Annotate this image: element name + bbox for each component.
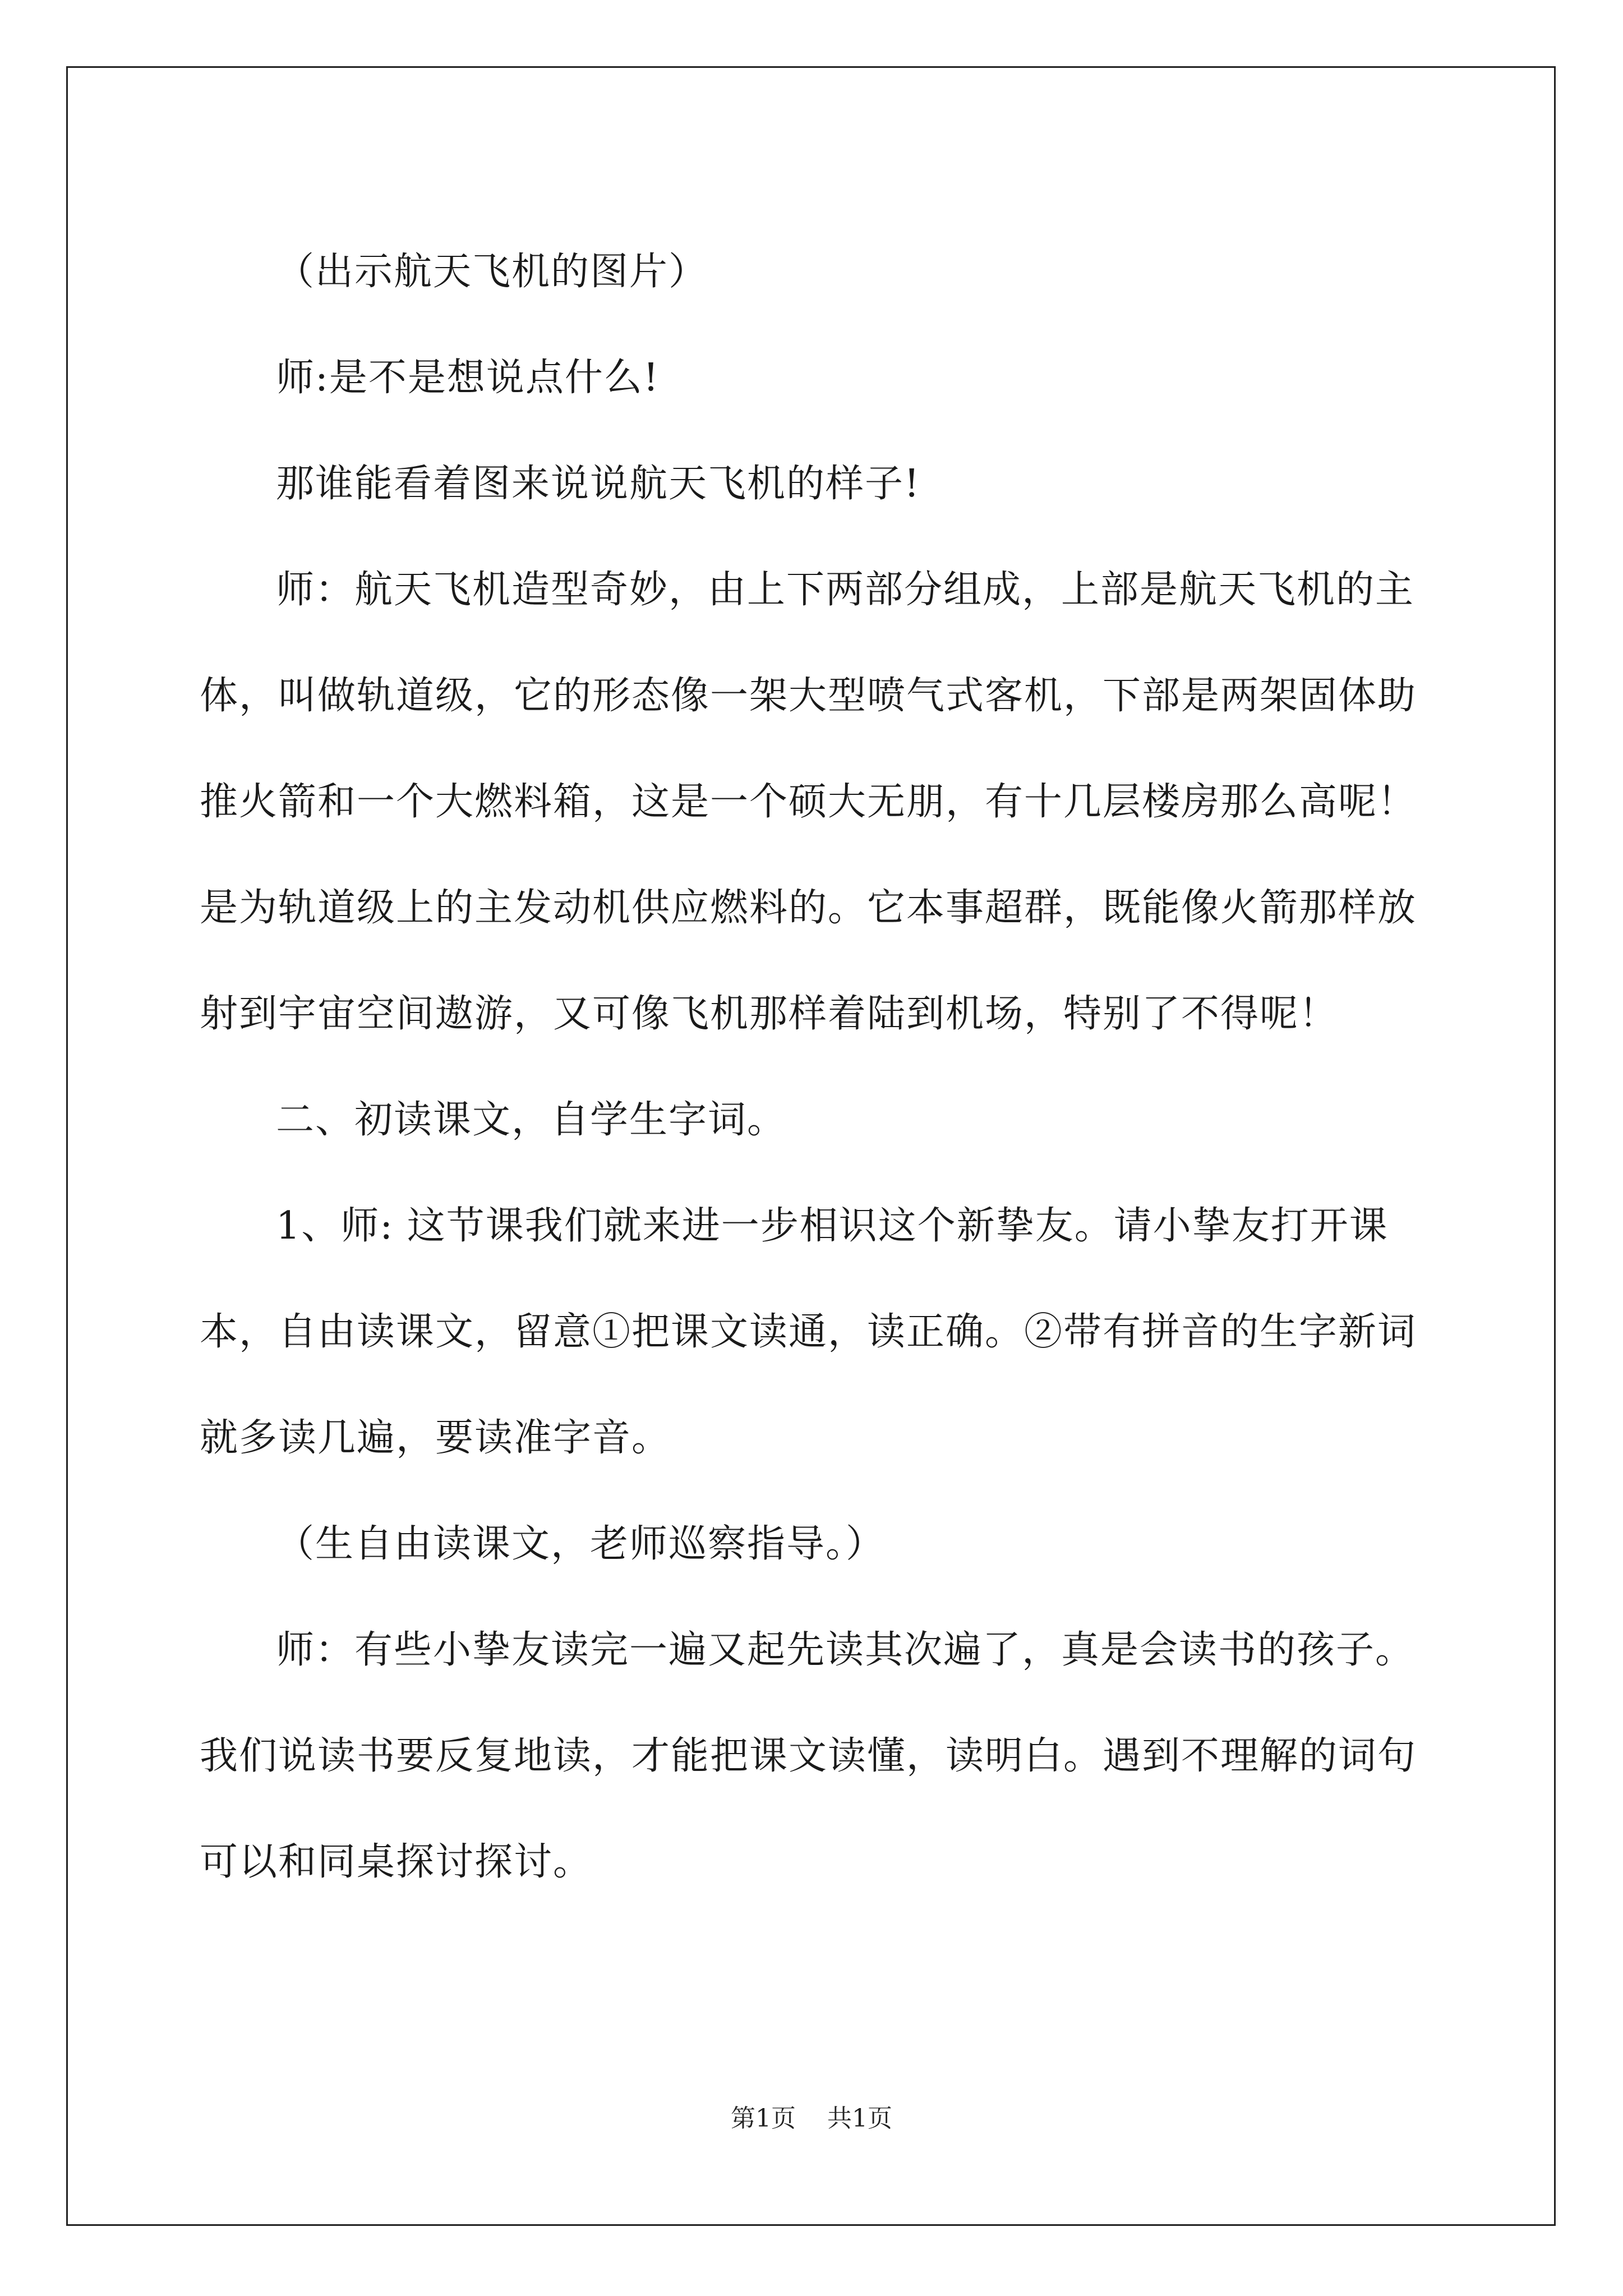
paragraph: （出示航天飞机的图片） xyxy=(276,250,708,294)
paragraph: 那谁能看着图来说说航天飞机的样子! xyxy=(276,462,921,506)
page-number: 第1页 xyxy=(731,2104,796,2133)
paragraph: 1、师: 这节课我们就来进一步相识这个新挚友。请小挚友打开课本，自由读课文，留意①把课文读通，读正确。②带有拼音的生字新词就多读几遍，要读准字音。 xyxy=(200,1204,1417,1460)
page-total: 共1页 xyxy=(827,2104,892,2133)
paragraph: 师：有些小挚友读完一遍又起先读其次遍了，真是会读书的孩子。我们说读书要反复地读，才能把课文读懂，读明白。遇到不理解的词句可以和同桌探讨探讨。 xyxy=(200,1628,1417,1884)
document-body xyxy=(200,219,1433,1915)
page-footer xyxy=(0,2098,1623,2134)
paragraph: 师:是不是想说点什么! xyxy=(276,356,660,400)
paragraph: 师：航天飞机造型奇妙，由上下两部分组成，上部是航天飞机的主体，叫做轨道级，它的形态像一架大型喷气式客机，下部是两架固体助推火箭和一个大燃料箱，这是一个硕大无朋，有十几层楼房那么高呢！是为轨道级上的主发动机供应燃料的。它本事超群，既能像火箭那样放射到宇宙空间遨游，又可像飞机那样着陆到机场，特别了不得呢！ xyxy=(200,568,1417,1036)
paragraph: （生自由读课文，老师巡察指导。） xyxy=(276,1522,886,1566)
section-heading: 二、初读课文，自学生字词。 xyxy=(276,1098,787,1142)
